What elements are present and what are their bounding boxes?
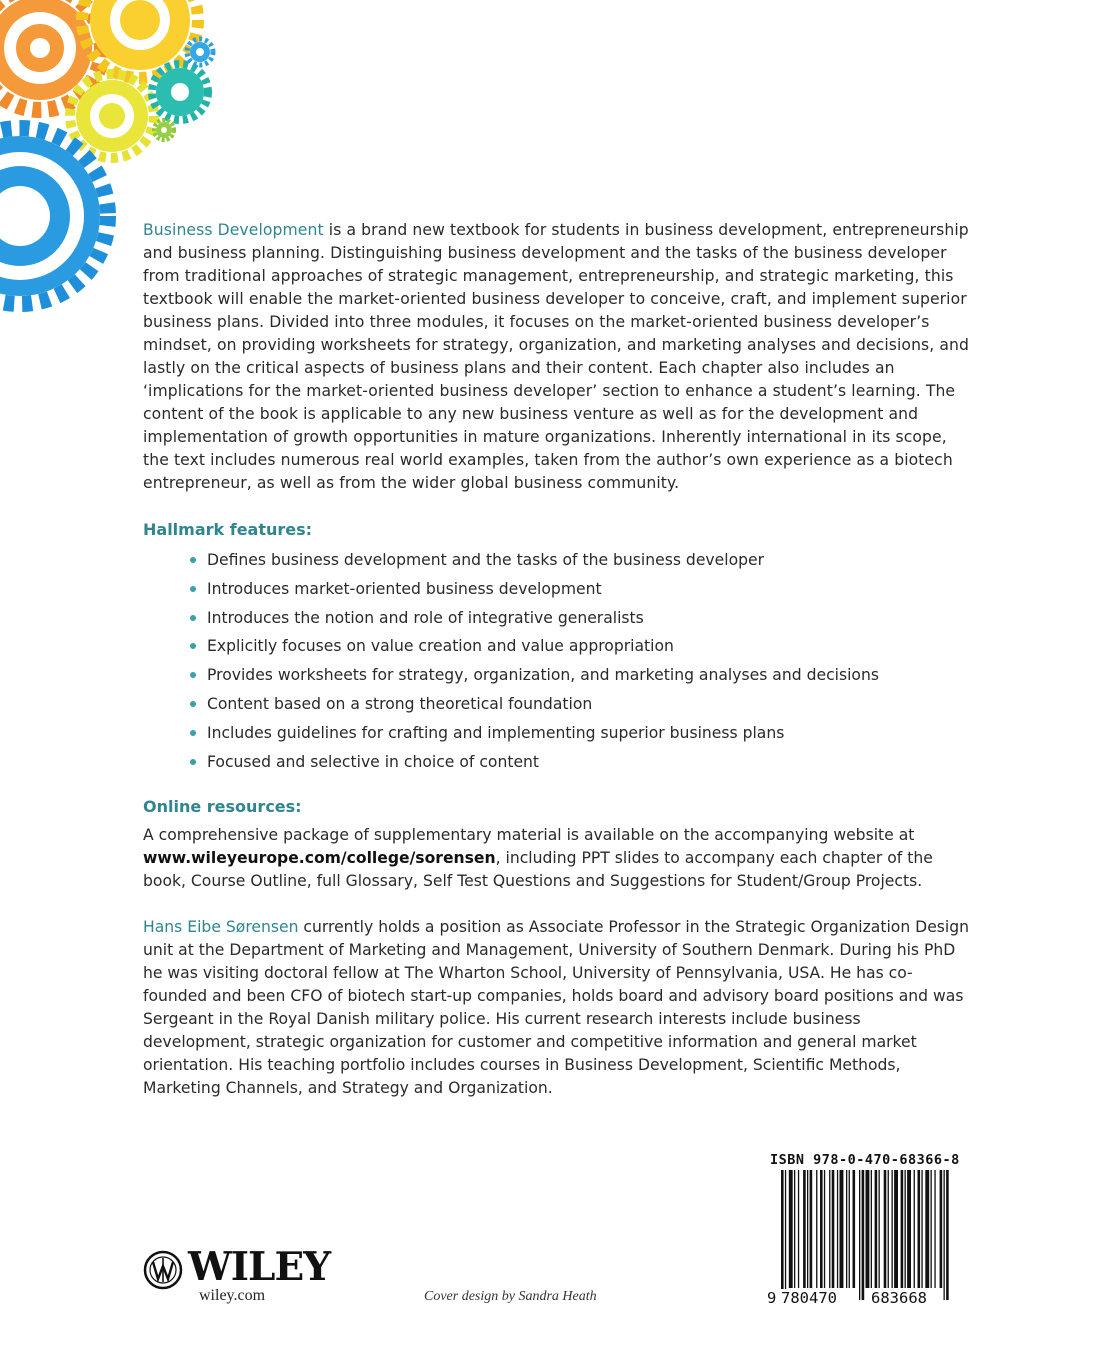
barcode-bar [944,1170,945,1300]
barcode-bar [914,1170,915,1288]
publisher-name: WILEY [188,1244,331,1290]
barcode-digits-right: 683668 [871,1289,927,1307]
isbn-label: ISBN 978-0-470-68366-8 [770,1152,960,1168]
barcode-bar [849,1170,850,1288]
barcode-bar [940,1170,943,1288]
features-list [190,547,879,777]
bullet-icon [190,643,196,649]
barcode-bar [892,1170,893,1288]
description-text: is a brand new textbook for students in business development, entrepreneurship and business planning. Distinguishing business development and the tasks of the business developer from traditional approaches of strategic management, entrepreneurship, and strategic marketing, this textbook will enable the market-oriented business developer to conceive, craft, and implement superior business plans. Divided into three modules, it focuses on the market-oriented business developer’s mindset, on providing worksheets for strategy, organization, and marketing analyses and decisions, and lastly on the critical aspects of business plans and their content. Each chapter also includes an ‘implications for the market-oriented business developer’ section to enhance a student’s learning. The content of the book is applicable to any new business venture as well as for the development and implementation of growth opportunities in mature organizations. Inherently international in its scope, the text includes numerous real world examples, taken from the author’s own experience as a biotech entrepreneur, as well as from the wider global business community. [143,221,970,492]
website-link[interactable]: www.wileyeurope.com/college/sorensen [143,849,496,867]
bullet-icon [190,557,196,563]
yellow-gear-icon [82,0,198,78]
barcode-bar [866,1170,870,1288]
bullet-icon [190,615,196,621]
barcode-bar [884,1170,887,1288]
list-item: Introduces the notion and role of integrative generalists [190,605,879,634]
bullet-icon [190,730,196,736]
blue-gear-icon [0,128,108,304]
list-item: Includes guidelines for crafting and implementing superior business plans [190,720,879,749]
barcode-bar [925,1170,929,1288]
features-heading: Hallmark features: [143,520,313,539]
list-item: Focused and selective in choice of content [190,749,879,778]
teal-gear-icon [152,64,208,120]
barcode-bar [888,1170,889,1288]
bullet-icon [190,672,196,678]
barcode-bar [918,1170,921,1288]
online-resources-heading: Online resources: [143,797,302,816]
barcode-bar [879,1170,880,1288]
barcode-bar [840,1170,844,1288]
barcode-bar [810,1170,813,1288]
barcode-bar [816,1170,817,1288]
list-item: Provides worksheets for strategy, organization, and marketing analyses and decisions [190,662,879,691]
barcode-bar [837,1170,838,1288]
list-item: Defines business development and the tasks of the business developer [190,547,879,576]
description-paragraph [143,219,973,495]
wiley-logo [143,1244,331,1308]
list-item: Introduces market-oriented business development [190,576,879,605]
barcode-bar [934,1170,935,1288]
list-item: Content based on a strong theoretical foundation [190,691,879,720]
barcode-bar [905,1170,906,1288]
barcode-bar [894,1170,898,1288]
barcode-bar [859,1170,860,1300]
barcode-digits-left: 780470 [781,1289,837,1307]
barcode-bar [846,1170,847,1288]
barcode-bar [862,1170,865,1300]
bullet-icon [190,701,196,707]
barcode-bar [829,1170,830,1288]
barcode-bar [853,1170,856,1288]
barcode-bar [907,1170,911,1288]
barcode-bar [871,1170,872,1288]
book-title: Business Development [143,221,324,239]
barcode-bar [875,1170,878,1288]
barcode-bar [820,1170,823,1288]
barcode-bar [807,1170,808,1288]
barcode-bar [794,1170,795,1288]
barcode-bar [785,1170,786,1300]
publisher-url: wiley.com [199,1287,266,1304]
barcode-bar [781,1170,784,1300]
list-item: Explicitly focuses on value creation and value appropriation [190,633,879,662]
wiley-emblem-icon [143,1250,183,1290]
bullet-icon [190,759,196,765]
barcode-bar [921,1170,922,1288]
barcode-bar [832,1170,835,1288]
barcode-bar [946,1170,949,1300]
bullet-icon [190,586,196,592]
barcode-bar [931,1170,932,1288]
barcode-bar [789,1170,793,1288]
barcode-bar [901,1170,904,1288]
author-name: Hans Eibe Sørensen [143,918,299,936]
barcode-digits [766,1289,950,1311]
barcode-bar [824,1170,825,1288]
online-resources-paragraph: A comprehensive package of supplementary material is available on the accompanying website at www.wileyeurope.com/college/sorensen, including PPT slides to accompany each chapter of the book, Course Outline, full Glossary, Self Test Questions and Suggestions for Student/Group Projects. [143,826,933,890]
barcode-bar [798,1170,799,1288]
author-bio: Hans Eibe Sørensen currently holds a position as Associate Professor in the Strategic Organization Design unit at the Department of Marketing and Management, University of Southern Denmark. During his PhD he was visiting doctoral fellow at The Wharton School, University of Pennsylvania, USA. He has co-founded and been CFO of biotech start-up companies, holds board and advisory board positions and was Sergeant in the Royal Danish military police. His current research interests include business development, strategic organization for customer and competitive information and general market orientation. His teaching portfolio includes courses in Business Development, Scientific Methods, Marketing Channels, and Strategy and Organization. [143,918,970,1097]
barcode-bar [803,1170,806,1288]
small-blue-gear-icon [187,39,213,65]
barcode-digit-lead: 9 [767,1289,777,1307]
cover-credit: Cover design by Sandra Heath [424,1289,597,1304]
